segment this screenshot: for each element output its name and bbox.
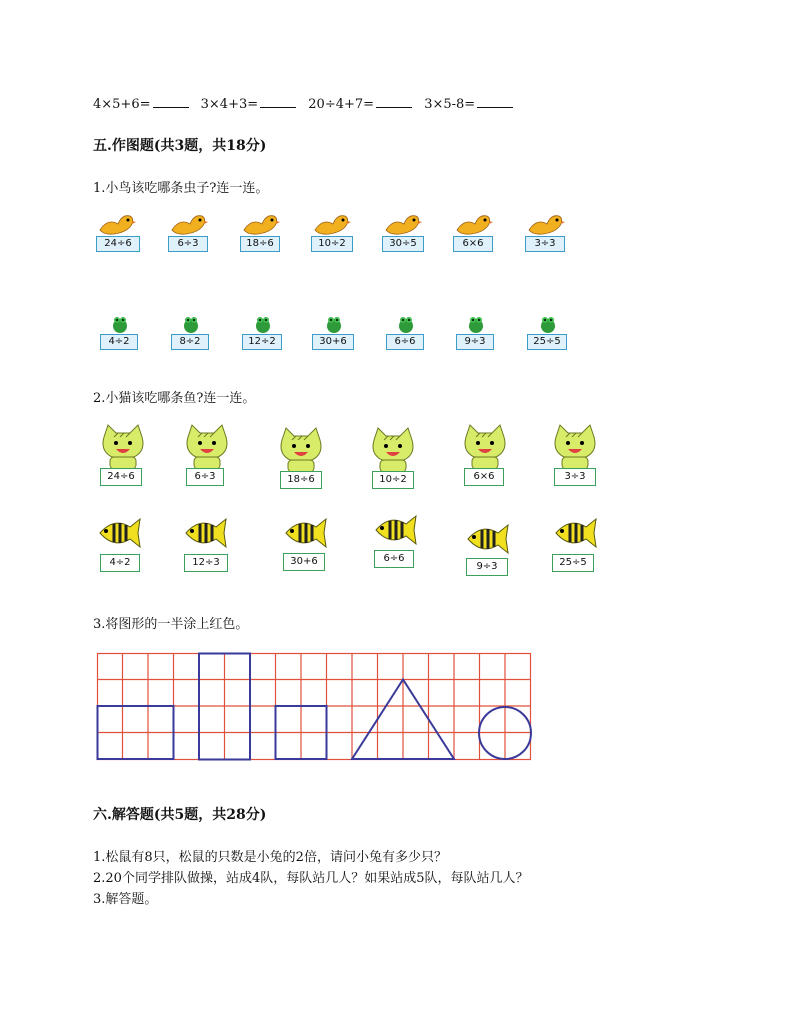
bird-icon xyxy=(240,210,280,236)
fish-icon xyxy=(182,515,230,551)
section-5-heading: 五.作图题(共3题，共18分) xyxy=(93,138,267,154)
cat-icon xyxy=(460,423,510,471)
cat-label[interactable]: 10÷2 xyxy=(372,471,414,489)
equation-4: 3×5-8= xyxy=(424,97,476,112)
answer-question-1: 1.松鼠有8只，松鼠的只数是小兔的2倍，请问小兔有多少只？ xyxy=(93,850,447,865)
question-1-text: 1.小鸟该吃哪条虫子?连一连。 xyxy=(93,181,269,196)
worm-icon xyxy=(181,314,201,334)
fish-label[interactable]: 25÷5 xyxy=(552,554,594,572)
bird-icon xyxy=(311,210,351,236)
worm-label[interactable]: 9÷3 xyxy=(456,334,494,350)
bird-icon xyxy=(525,210,565,236)
cat-icon xyxy=(182,423,232,471)
cat-label[interactable]: 24÷6 xyxy=(100,468,142,486)
cat-label[interactable]: 18÷6 xyxy=(280,471,322,489)
equation-2: 3×4+3= xyxy=(200,97,259,112)
bird-label[interactable]: 10÷2 xyxy=(311,236,353,252)
worm-icon xyxy=(396,314,416,334)
cat-icon xyxy=(98,423,148,471)
equation-1: 4×5+6= xyxy=(93,97,151,112)
worm-icon xyxy=(538,314,558,334)
bird-icon xyxy=(382,210,422,236)
equation-line xyxy=(93,95,521,112)
bird-label[interactable]: 6÷3 xyxy=(168,236,208,252)
answer-question-2: 2.20个同学排队做操，站成4队，每队站几人？如果站成5队，每队站几人？ xyxy=(93,871,529,886)
bird-icon xyxy=(96,210,136,236)
worm-label[interactable]: 12÷2 xyxy=(242,334,282,350)
worm-icon xyxy=(110,314,130,334)
worm-icon xyxy=(324,314,344,334)
fish-label[interactable]: 9÷3 xyxy=(466,558,508,576)
question-2-text: 2.小猫该吃哪条鱼?连一连。 xyxy=(93,391,256,406)
worm-icon xyxy=(253,314,273,334)
answer-blank-4[interactable] xyxy=(477,95,513,108)
fish-icon xyxy=(464,521,512,557)
answer-blank-1[interactable] xyxy=(153,95,189,108)
fish-label[interactable]: 4÷2 xyxy=(100,554,140,572)
answer-question-3: 3.解答题。 xyxy=(93,892,158,907)
answer-blank-3[interactable] xyxy=(376,95,412,108)
fish-icon xyxy=(372,512,420,548)
worm-label[interactable]: 30+6 xyxy=(312,334,354,350)
fish-label[interactable]: 30+6 xyxy=(283,553,325,571)
worm-label[interactable]: 25÷5 xyxy=(527,334,567,350)
worm-label[interactable]: 8÷2 xyxy=(171,334,209,350)
bird-label[interactable]: 3÷3 xyxy=(525,236,565,252)
worm-label[interactable]: 6÷6 xyxy=(386,334,424,350)
section-6-heading: 六.解答题(共5题，共28分) xyxy=(93,807,267,823)
equation-3: 20÷4+7= xyxy=(308,97,375,112)
answer-blank-2[interactable] xyxy=(260,95,296,108)
fish-icon xyxy=(552,515,600,551)
cat-label[interactable]: 6×6 xyxy=(464,468,504,486)
cat-label[interactable]: 3÷3 xyxy=(554,468,596,486)
worm-label[interactable]: 4÷2 xyxy=(100,334,138,350)
fish-label[interactable]: 12÷3 xyxy=(184,554,228,572)
fish-icon xyxy=(96,515,144,551)
worm-icon xyxy=(466,314,486,334)
cat-icon xyxy=(276,426,326,474)
bird-icon xyxy=(453,210,493,236)
shape-grid[interactable] xyxy=(97,653,533,763)
cat-icon xyxy=(550,423,600,471)
bird-label[interactable]: 30÷5 xyxy=(382,236,424,252)
cat-icon xyxy=(368,426,418,474)
bird-icon xyxy=(168,210,208,236)
bird-label[interactable]: 6×6 xyxy=(453,236,493,252)
fish-icon xyxy=(282,515,330,551)
fish-label[interactable]: 6÷6 xyxy=(374,550,414,568)
question-3-text: 3.将图形的一半涂上红色。 xyxy=(93,617,249,632)
bird-label[interactable]: 24÷6 xyxy=(96,236,140,252)
cat-label[interactable]: 6÷3 xyxy=(186,468,224,486)
bird-label[interactable]: 18÷6 xyxy=(240,236,280,252)
